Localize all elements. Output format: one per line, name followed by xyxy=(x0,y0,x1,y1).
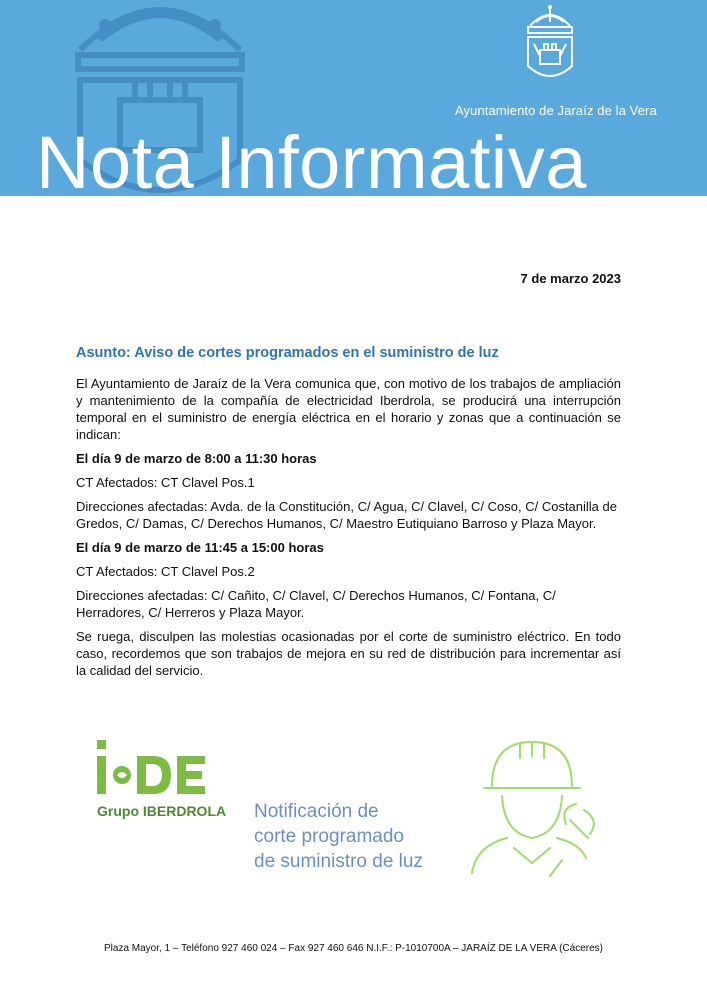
document-date: 7 de marzo 2023 xyxy=(520,271,621,286)
intro-paragraph: El Ayuntamiento de Jaraíz de la Vera comunica que, con motivo de los trabajos de ampliación y mantenimiento de la compañía de electricidad Iberdrola, se producirá una interrupción temporal en el suministro de energía eléctrica en el horario y zonas que a continuación se indican: xyxy=(76,376,621,442)
outage-heading-1: El día 9 de marzo de 8:00 a 11:30 horas xyxy=(76,451,317,466)
footer-address: Plaza Mayor, 1 – Teléfono 927 460 024 – Fax 927 460 646 N.I.F.: P-1010700A – JARAÍZ DE LA VERA (Cáceres) xyxy=(104,943,603,954)
notice-line-3: de suministro de luz xyxy=(254,851,423,872)
outage-heading-2: El día 9 de marzo de 11:45 a 15:00 horas xyxy=(76,540,324,555)
outage-ct-2: CT Afectados: CT Clavel Pos.2 xyxy=(76,564,255,579)
closing-paragraph: Se ruega, disculpen las molestias ocasionadas por el corte de suministro eléctrico. En todo caso, recordemos que son trabajos de mejora en su red de distribución para incrementar así la calidad del servicio. xyxy=(76,629,621,678)
subject-heading: Asunto: Aviso de cortes programados en el suministro de luz xyxy=(76,345,499,361)
ide-logo xyxy=(95,740,245,830)
outage-addresses-1: Direcciones afectadas: Avda. de la Constitución, C/ Agua, C/ Clavel, C/ Coso, C/ Costanilla de Gredos, C/ Damas, C/ Derechos Humanos, C/ Maestro Eutiquiano Barroso y Plaza Mayor. xyxy=(76,499,617,531)
document-body xyxy=(76,375,621,686)
header-banner xyxy=(0,0,707,196)
town-crest-icon xyxy=(520,4,580,86)
page-title: Nota Informativa xyxy=(36,121,587,196)
svg-text:Grupo IBERDROLA: Grupo IBERDROLA xyxy=(97,803,227,819)
notice-line-2: corte programado xyxy=(254,826,404,847)
outage-ct-1: CT Afectados: CT Clavel Pos.1 xyxy=(76,475,255,490)
town-name: Ayuntamiento de Jaraíz de la Vera xyxy=(455,103,657,118)
worker-icon xyxy=(462,738,607,878)
notice-text xyxy=(254,799,423,874)
outage-addresses-2: Direcciones afectadas: C/ Cañito, C/ Clavel, C/ Derechos Humanos, C/ Fontana, C/ Herradores, C/ Herreros y Plaza Mayor. xyxy=(76,588,556,620)
notice-line-1: Notificación de xyxy=(254,801,379,822)
